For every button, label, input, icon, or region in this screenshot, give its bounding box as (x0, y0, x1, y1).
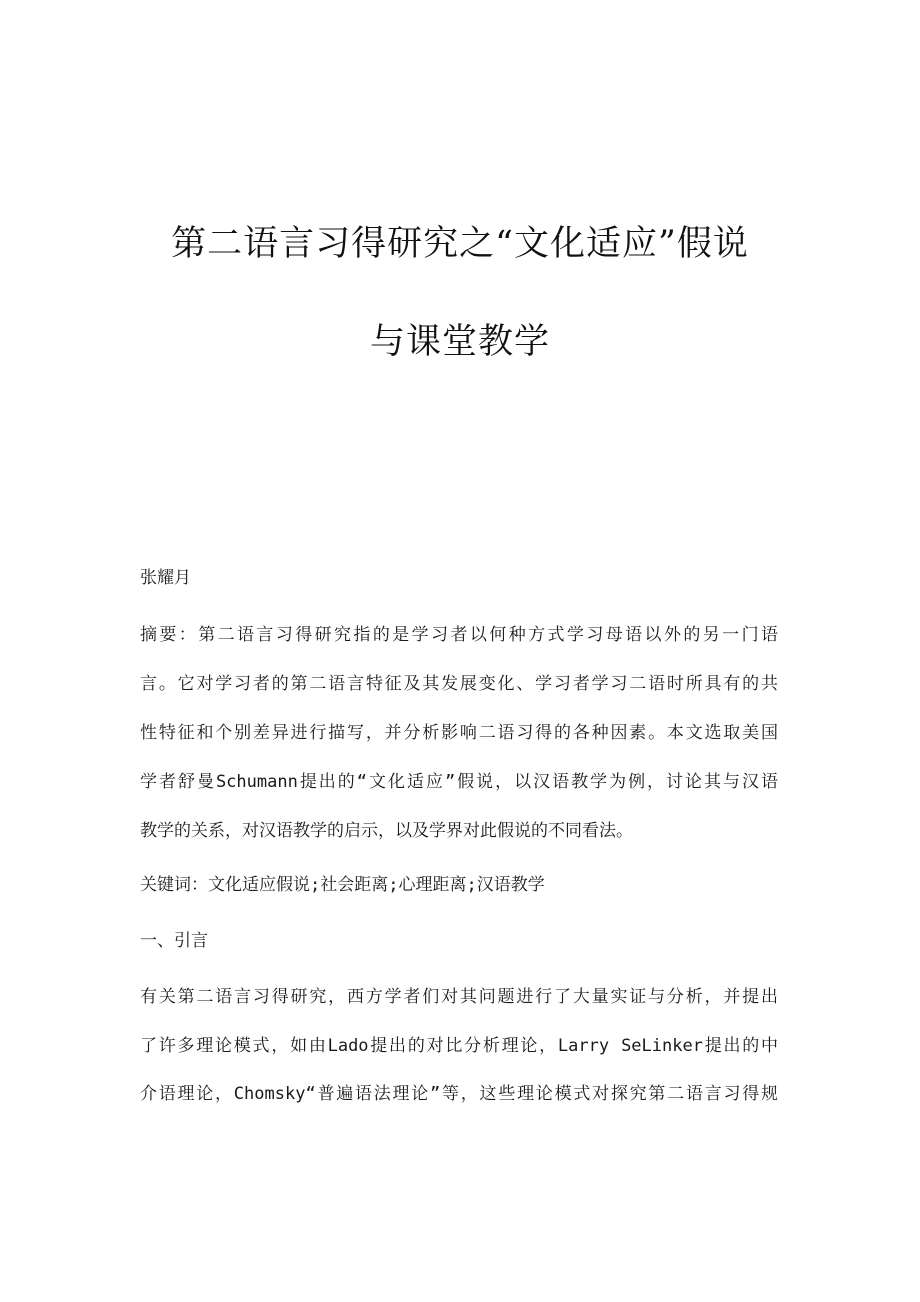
intro-line-2: 了许多理论模式，如由Lado提出的对比分析理论，Larry SeLinker提出的中 (140, 1036, 778, 1056)
abstract-line-2: 言。它对学习者的第二语言特征及其发展变化、学习者学习二语时所具有的共 (140, 674, 778, 694)
abstract-line-4: 学者舒曼Schumann提出的“文化适应”假说，以汉语教学为例，讨论其与汉语 (140, 772, 778, 792)
author-name: 张耀月 (140, 568, 191, 588)
section-heading: 一、引言 (140, 931, 208, 951)
intro-line-1: 有关第二语言习得研究，西方学者们对其问题进行了大量实证与分析，并提出 (140, 987, 778, 1007)
title-line-2: 与课堂教学 (369, 322, 550, 362)
intro-line-3: 介语理论，Chomsky“普遍语法理论”等，这些理论模式对探究第二语言习得规 (140, 1084, 778, 1104)
abstract-line-5: 教学的关系，对汉语教学的启示，以及学界对此假说的不同看法。 (140, 821, 633, 841)
keywords: 关键词：文化适应假说;社会距离;心理距离;汉语教学 (140, 875, 545, 895)
abstract-line-3: 性特征和个别差异进行描写，并分析影响二语习得的各种因素。本文选取美国 (140, 723, 778, 743)
title-line-1: 第二语言习得研究之“文化适应”假说 (171, 224, 749, 264)
abstract-line-1: 摘要：第二语言习得研究指的是学习者以何种方式学习母语以外的另一门语 (140, 625, 778, 645)
